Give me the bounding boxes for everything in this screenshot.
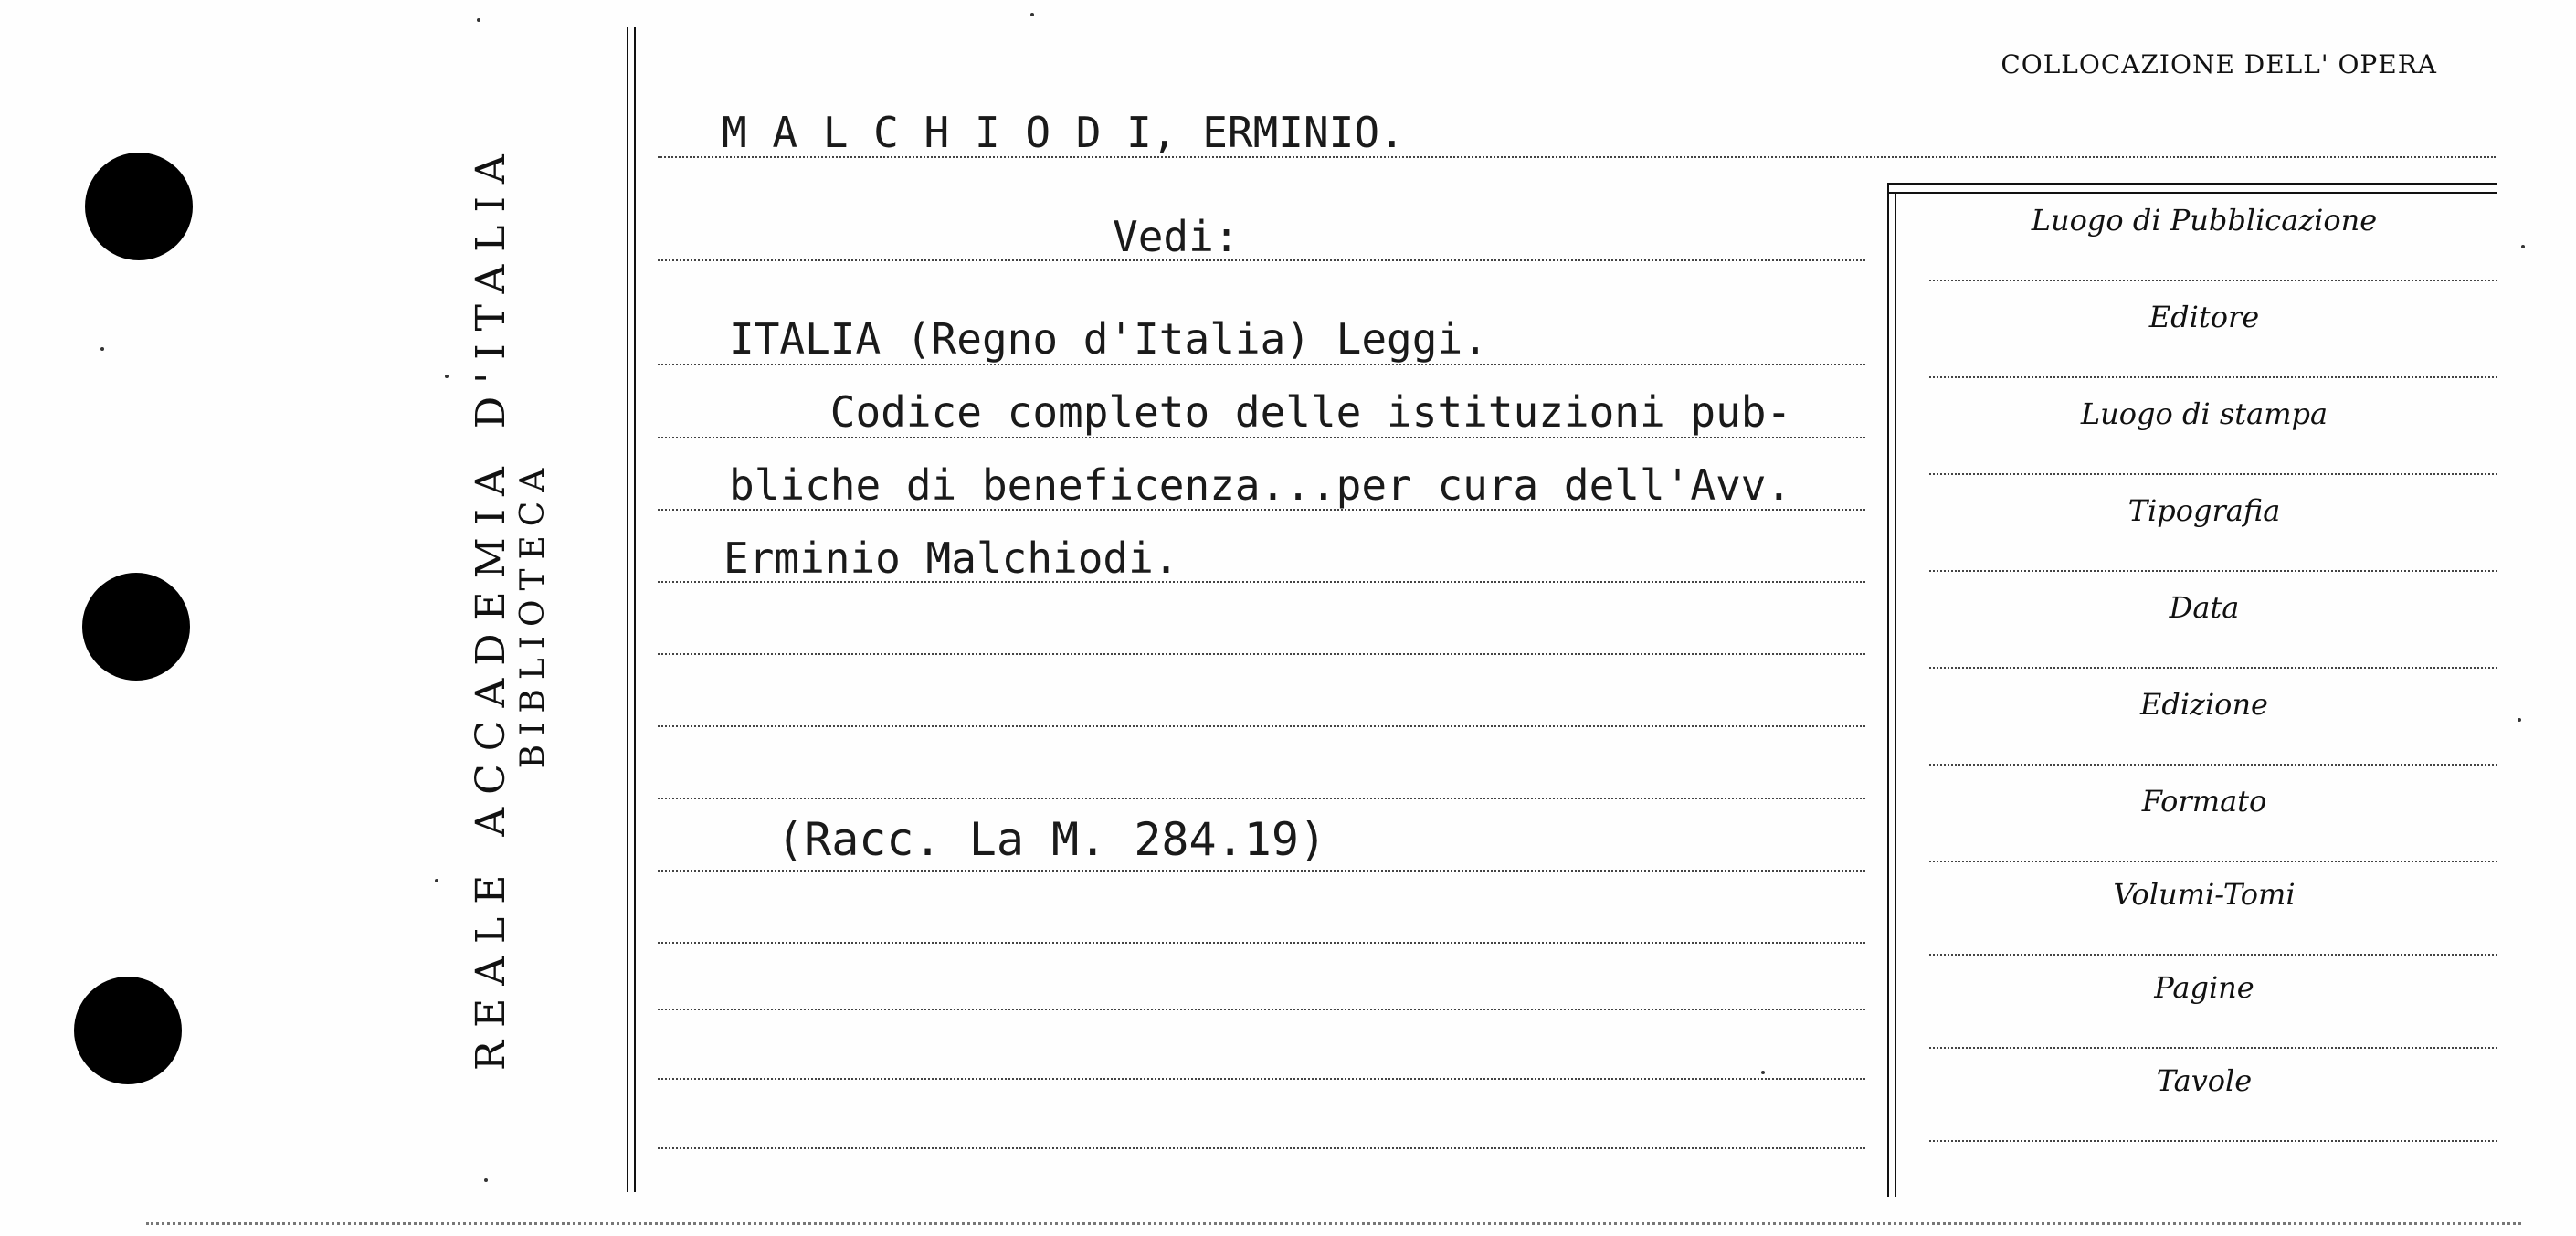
field-place-of-printing: Luogo di stampa <box>1911 384 2497 481</box>
field-publisher: Editore <box>1911 287 2497 384</box>
institution-subname: BIBLIOTECA <box>514 459 552 769</box>
ruled-line <box>658 1078 1865 1080</box>
ruled-line <box>658 942 1865 944</box>
speck <box>2518 718 2521 722</box>
ruled-line <box>658 364 1865 365</box>
punch-hole <box>74 977 182 1084</box>
vertical-rule <box>627 27 628 1192</box>
ruled-line <box>658 870 1865 872</box>
field-volumes: Volumi-Tomi <box>1911 864 2497 961</box>
entry-line: bliche di beneficenza...per cura dell'Avv. <box>729 460 1792 510</box>
field-plates: Tavole <box>1911 1051 2497 1147</box>
field-date: Data <box>1911 577 2497 674</box>
speck <box>100 347 104 351</box>
ruled-line <box>658 653 1865 655</box>
entry-line: Codice completo delle istituzioni pub- <box>729 387 1792 437</box>
vertical-rule <box>634 27 636 1192</box>
ruled-line <box>658 798 1865 799</box>
field-format: Formato <box>1911 771 2497 868</box>
entry-line: ITALIA (Regno d'Italia) Leggi. <box>729 314 1488 364</box>
institution-name: REALE ACCADEMIA D'ITALIA <box>468 142 514 1071</box>
punch-hole <box>85 153 193 260</box>
ruled-line <box>658 1009 1865 1010</box>
publication-details-panel <box>1887 183 2497 1197</box>
speck <box>477 18 480 22</box>
field-pages: Pagine <box>1911 957 2497 1054</box>
shelf-reference: (Racc. La M. 284.19) <box>776 813 1327 866</box>
punch-hole <box>82 573 190 681</box>
field-place-of-publication: Luogo di Pubblicazione <box>1911 190 2497 287</box>
field-edition: Edizione <box>1911 674 2497 771</box>
speck <box>1761 1071 1765 1074</box>
speck <box>484 1178 488 1182</box>
field-printer: Tipografia <box>1911 481 2497 577</box>
speck <box>435 879 438 882</box>
ruled-line <box>658 725 1865 727</box>
ruled-line <box>658 1147 1865 1149</box>
entry-line: Erminio Malchiodi. <box>723 533 1179 583</box>
ruled-line <box>658 259 1865 261</box>
speck <box>1030 13 1034 16</box>
speck <box>2521 245 2525 248</box>
ruled-line <box>658 437 1865 438</box>
see-label: Vedi: <box>1113 212 1240 261</box>
author-heading: M A L C H I O D I, ERMINIO. <box>722 108 1405 157</box>
card-edge <box>146 1222 2521 1225</box>
location-label: COLLOCAZIONE DELL' OPERA <box>2001 49 2437 79</box>
speck <box>445 375 449 378</box>
